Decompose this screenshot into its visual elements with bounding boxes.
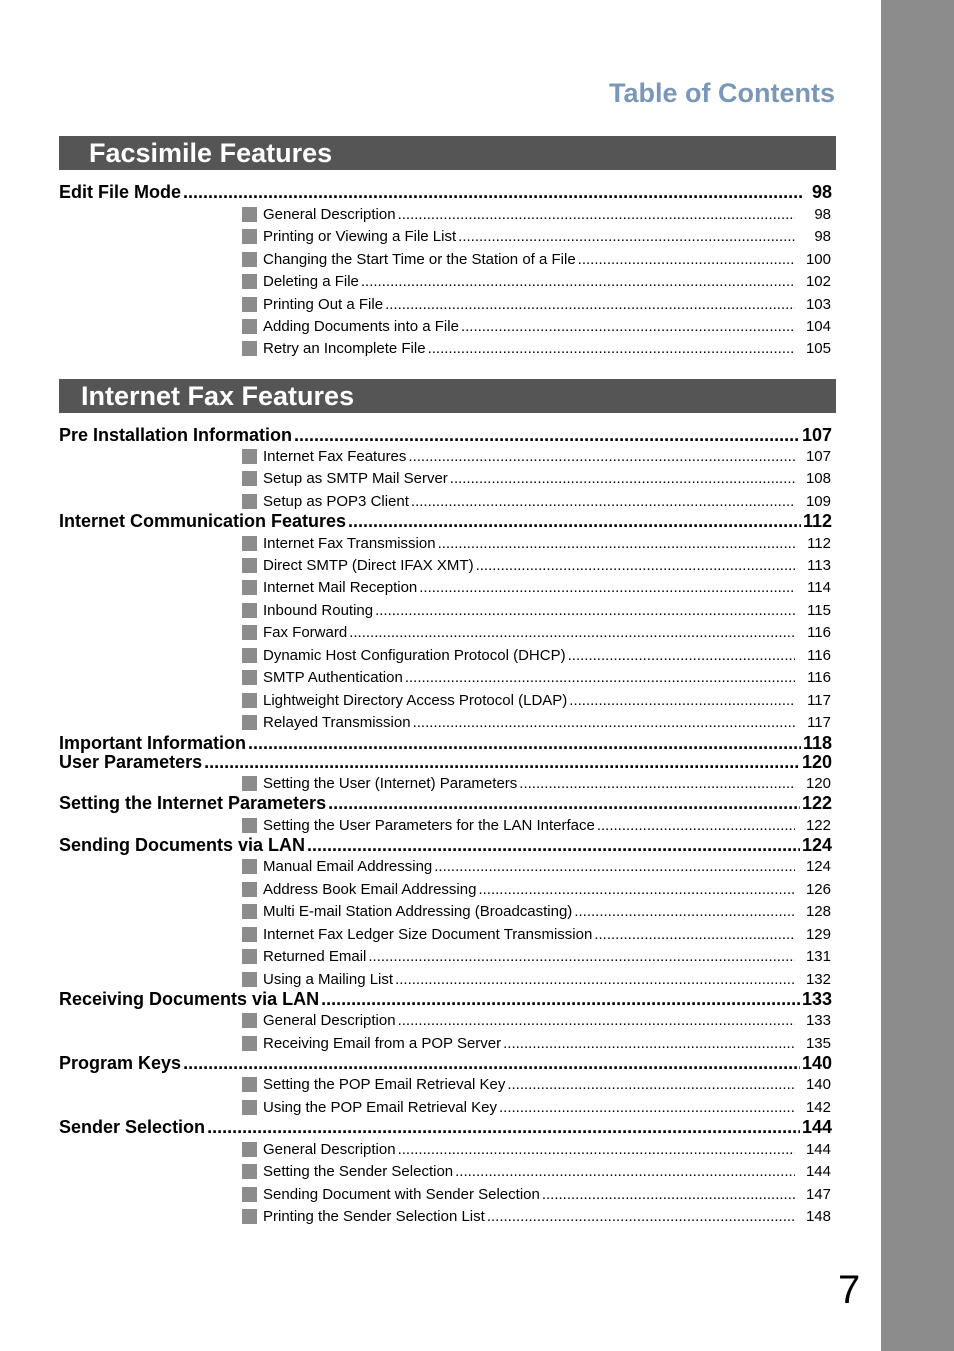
dot-leader <box>361 273 795 290</box>
entry-page: 100 <box>805 251 831 268</box>
entry-page: 144 <box>805 1163 831 1180</box>
entry-title: General Description <box>263 1141 396 1158</box>
toc-main-entry[interactable] <box>59 1053 832 1073</box>
dot-leader <box>450 470 795 487</box>
square-bullet-icon <box>242 1100 257 1115</box>
entry-title: Manual Email Addressing <box>263 858 433 875</box>
square-bullet-icon <box>242 580 257 595</box>
toc-sub-entry[interactable] <box>242 206 831 225</box>
entry-title: Changing the Start Time or the Station of a File <box>263 251 576 268</box>
toc-sub-entry[interactable] <box>242 624 831 643</box>
toc-sub-entry[interactable] <box>242 817 831 836</box>
entry-page: 126 <box>805 881 831 898</box>
entry-title: Important Information <box>59 733 246 753</box>
toc-sub-entry[interactable] <box>242 296 831 315</box>
entry-page: 133 <box>801 989 832 1009</box>
entry-page: 132 <box>805 971 831 988</box>
square-bullet-icon <box>242 670 257 685</box>
entry-page: 120 <box>805 775 831 792</box>
square-bullet-icon <box>242 972 257 987</box>
entry-title: SMTP Authentication <box>263 669 403 686</box>
entry-page: 104 <box>805 318 831 335</box>
toc-main-entry[interactable] <box>59 182 832 202</box>
entry-page: 113 <box>807 557 831 574</box>
section-banner-facsimile: Facsimile Features <box>59 136 836 170</box>
toc-sub-entry[interactable] <box>242 579 831 598</box>
dot-leader <box>597 817 795 834</box>
square-bullet-icon <box>242 625 257 640</box>
dot-leader <box>478 881 795 898</box>
dot-leader <box>248 733 801 754</box>
square-bullet-icon <box>242 1142 257 1157</box>
toc-sub-entry[interactable] <box>242 903 831 922</box>
square-bullet-icon <box>242 229 257 244</box>
dot-leader <box>542 1186 795 1203</box>
entry-title: General Description <box>263 1012 396 1029</box>
entry-page: 107 <box>805 448 831 465</box>
entry-title: Internet Communication Features <box>59 511 347 531</box>
square-bullet-icon <box>242 603 257 618</box>
entry-page: 142 <box>805 1099 831 1116</box>
dot-leader <box>458 228 795 245</box>
toc-sub-entry[interactable] <box>242 858 831 877</box>
square-bullet-icon <box>242 1187 257 1202</box>
entry-page: 98 <box>814 228 831 245</box>
toc-sub-entry[interactable] <box>242 1012 831 1031</box>
entry-title: Address Book Email Addressing <box>263 881 477 898</box>
dot-leader <box>183 1053 800 1074</box>
entry-title: Multi E-mail Station Addressing (Broadcasting) <box>263 903 573 920</box>
square-bullet-icon <box>242 693 257 708</box>
dot-leader <box>321 989 800 1010</box>
entry-page: 128 <box>805 903 831 920</box>
dot-leader <box>487 1208 795 1225</box>
toc-sub-entry[interactable] <box>242 881 831 900</box>
toc-sub-entry[interactable] <box>242 971 831 990</box>
entry-page: 102 <box>805 273 831 290</box>
square-bullet-icon <box>242 818 257 833</box>
square-bullet-icon <box>242 319 257 334</box>
entry-page: 124 <box>805 858 831 875</box>
toc-sub-entry[interactable] <box>242 602 831 621</box>
page-title: Table of Contents <box>609 78 835 108</box>
entry-page: 133 <box>805 1012 831 1029</box>
entry-title: Printing Out a File <box>263 296 384 313</box>
entry-title: Sending Documents via LAN <box>59 835 306 855</box>
entry-title: Setting the User Parameters for the LAN Interface <box>263 817 595 834</box>
dot-leader <box>569 692 795 709</box>
entry-page: 122 <box>801 793 832 813</box>
toc-sub-entry[interactable] <box>242 557 831 576</box>
entry-page: 116 <box>807 624 831 641</box>
square-bullet-icon <box>242 494 257 509</box>
toc-sub-entry[interactable] <box>242 669 831 688</box>
toc-sub-entry[interactable] <box>242 340 831 359</box>
dot-leader <box>375 602 795 619</box>
entry-page: 112 <box>807 535 831 552</box>
entry-page: 144 <box>805 1141 831 1158</box>
entry-title: Direct SMTP (Direct IFAX XMT) <box>263 557 474 574</box>
entry-title: Lightweight Directory Access Protocol (LDAP) <box>263 692 568 709</box>
toc-sub-entry[interactable] <box>242 470 831 489</box>
square-bullet-icon <box>242 252 257 267</box>
dot-leader <box>455 1163 795 1180</box>
square-bullet-icon <box>242 1013 257 1028</box>
dot-leader <box>207 1117 800 1138</box>
entry-title: Pre Installation Information <box>59 425 293 445</box>
square-bullet-icon <box>242 297 257 312</box>
dot-leader <box>398 206 795 223</box>
toc-main-entry[interactable] <box>59 733 832 753</box>
entry-title: Setup as SMTP Mail Server <box>263 470 448 487</box>
entry-title: Internet Fax Ledger Size Document Transmission <box>263 926 593 943</box>
dot-leader <box>499 1099 795 1116</box>
square-bullet-icon <box>242 274 257 289</box>
toc-main-entry[interactable] <box>59 752 832 772</box>
entry-page: 131 <box>805 948 831 965</box>
dot-leader <box>428 340 795 357</box>
toc-main-entry[interactable] <box>59 835 832 855</box>
dot-leader <box>578 251 795 268</box>
toc-sub-entry[interactable] <box>242 692 831 711</box>
entry-page: 109 <box>805 493 831 510</box>
toc-sub-entry[interactable] <box>242 448 831 467</box>
entry-page: 140 <box>805 1076 831 1093</box>
dot-leader <box>461 318 795 335</box>
entry-page: 118 <box>802 733 832 753</box>
dot-leader <box>408 448 795 465</box>
entry-page: 116 <box>807 669 831 686</box>
entry-page: 105 <box>805 340 831 357</box>
entry-page: 129 <box>805 926 831 943</box>
toc-sub-entry[interactable] <box>242 1035 831 1054</box>
side-bar <box>881 0 954 1351</box>
entry-title: Sender Selection <box>59 1117 206 1137</box>
entry-title: Sending Document with Sender Selection <box>263 1186 540 1203</box>
toc-sub-entry[interactable] <box>242 775 831 794</box>
entry-title: Deleting a File <box>263 273 359 290</box>
square-bullet-icon <box>242 949 257 964</box>
toc-sub-entry[interactable] <box>242 251 831 270</box>
entry-page: 116 <box>807 647 831 664</box>
toc-sub-entry[interactable] <box>242 318 831 337</box>
dot-leader <box>438 535 795 552</box>
toc-main-entry[interactable] <box>59 511 832 531</box>
entry-page: 112 <box>802 511 832 531</box>
entry-page: 98 <box>814 206 831 223</box>
dot-leader <box>419 579 795 596</box>
dot-leader <box>411 493 795 510</box>
entry-page: 144 <box>801 1117 832 1137</box>
entry-page: 98 <box>811 182 832 202</box>
entry-page: 108 <box>805 470 831 487</box>
entry-title: Edit File Mode <box>59 182 182 202</box>
entry-page: 117 <box>807 692 831 709</box>
entry-title: Internet Fax Features <box>263 448 407 465</box>
entry-title: Setting the Sender Selection <box>263 1163 454 1180</box>
square-bullet-icon <box>242 648 257 663</box>
toc-sub-entry[interactable] <box>242 926 831 945</box>
entry-page: 147 <box>805 1186 831 1203</box>
toc-main-entry[interactable] <box>59 1117 832 1137</box>
toc-sub-entry[interactable] <box>242 1208 831 1227</box>
dot-leader <box>574 903 795 920</box>
dot-leader <box>405 669 795 686</box>
square-bullet-icon <box>242 471 257 486</box>
toc-sub-entry[interactable] <box>242 714 831 733</box>
toc-sub-entry[interactable] <box>242 1076 831 1095</box>
toc-sub-entry[interactable] <box>242 1186 831 1205</box>
entry-title: Fax Forward <box>263 624 348 641</box>
entry-page: 148 <box>805 1208 831 1225</box>
dot-leader <box>348 511 801 532</box>
square-bullet-icon <box>242 927 257 942</box>
toc-main-entry[interactable] <box>59 989 832 1009</box>
entry-title: Internet Mail Reception <box>263 579 418 596</box>
entry-page: 122 <box>805 817 831 834</box>
square-bullet-icon <box>242 776 257 791</box>
toc-sub-entry[interactable] <box>242 493 831 512</box>
dot-leader <box>183 182 802 203</box>
entry-page: 117 <box>807 714 831 731</box>
entry-page: 107 <box>801 425 832 445</box>
entry-title: Relayed Transmission <box>263 714 411 731</box>
entry-page: 124 <box>801 835 832 855</box>
entry-title: Dynamic Host Configuration Protocol (DHCP) <box>263 647 566 664</box>
dot-leader <box>507 1076 795 1093</box>
toc-sub-entry[interactable] <box>242 535 831 554</box>
square-bullet-icon <box>242 904 257 919</box>
dot-leader <box>476 557 795 574</box>
dot-leader <box>368 948 795 965</box>
dot-leader <box>349 624 795 641</box>
dot-leader <box>594 926 795 943</box>
entry-title: Printing or Viewing a File List <box>263 228 457 245</box>
square-bullet-icon <box>242 882 257 897</box>
entry-title: Setting the User (Internet) Parameters <box>263 775 518 792</box>
dot-leader <box>294 425 800 446</box>
entry-title: Retry an Incomplete File <box>263 340 426 357</box>
square-bullet-icon <box>242 1036 257 1051</box>
entry-title: Receiving Email from a POP Server <box>263 1035 502 1052</box>
entry-title: Setting the POP Email Retrieval Key <box>263 1076 506 1093</box>
entry-title: User Parameters <box>59 752 203 772</box>
entry-title: General Description <box>263 206 396 223</box>
toc-main-entry[interactable] <box>59 793 832 813</box>
dot-leader <box>398 1141 795 1158</box>
dot-leader <box>385 296 795 313</box>
dot-leader <box>519 775 795 792</box>
entry-title: Inbound Routing <box>263 602 374 619</box>
entry-title: Returned Email <box>263 948 367 965</box>
square-bullet-icon <box>242 859 257 874</box>
toc-sub-entry[interactable] <box>242 1141 831 1160</box>
entry-page: 114 <box>807 579 831 596</box>
dot-leader <box>398 1012 795 1029</box>
dot-leader <box>328 793 800 814</box>
entry-page: 140 <box>801 1053 832 1073</box>
square-bullet-icon <box>242 207 257 222</box>
square-bullet-icon <box>242 558 257 573</box>
square-bullet-icon <box>242 1077 257 1092</box>
entry-title: Using the POP Email Retrieval Key <box>263 1099 497 1116</box>
entry-title: Setup as POP3 Client <box>263 493 409 510</box>
entry-title: Setting the Internet Parameters <box>59 793 327 813</box>
page-number: 7 <box>838 1268 861 1312</box>
entry-page: 103 <box>805 296 831 313</box>
entry-title: Adding Documents into a File <box>263 318 459 335</box>
section-banner-internet-fax: Internet Fax Features <box>59 379 836 413</box>
dot-leader <box>395 971 795 988</box>
entry-page: 135 <box>805 1035 831 1052</box>
dot-leader <box>503 1035 795 1052</box>
dot-leader <box>413 714 795 731</box>
dot-leader <box>307 835 800 856</box>
dot-leader <box>568 647 795 664</box>
dot-leader <box>434 858 795 875</box>
square-bullet-icon <box>242 1209 257 1224</box>
entry-title: Printing the Sender Selection List <box>263 1208 485 1225</box>
toc-sub-entry[interactable] <box>242 1163 831 1182</box>
toc-sub-entry[interactable] <box>242 228 831 247</box>
toc-main-entry[interactable] <box>59 425 832 445</box>
entry-title: Receiving Documents via LAN <box>59 989 320 1009</box>
entry-title: Program Keys <box>59 1053 182 1073</box>
square-bullet-icon <box>242 341 257 356</box>
toc-sub-entry[interactable] <box>242 273 831 292</box>
dot-leader <box>204 752 800 773</box>
square-bullet-icon <box>242 449 257 464</box>
toc-sub-entry[interactable] <box>242 948 831 967</box>
entry-title: Internet Fax Transmission <box>263 535 436 552</box>
toc-sub-entry[interactable] <box>242 647 831 666</box>
toc-sub-entry[interactable] <box>242 1099 831 1118</box>
square-bullet-icon <box>242 715 257 730</box>
square-bullet-icon <box>242 536 257 551</box>
entry-page: 115 <box>807 602 831 619</box>
square-bullet-icon <box>242 1164 257 1179</box>
entry-title: Using a Mailing List <box>263 971 394 988</box>
entry-page: 120 <box>801 752 832 772</box>
